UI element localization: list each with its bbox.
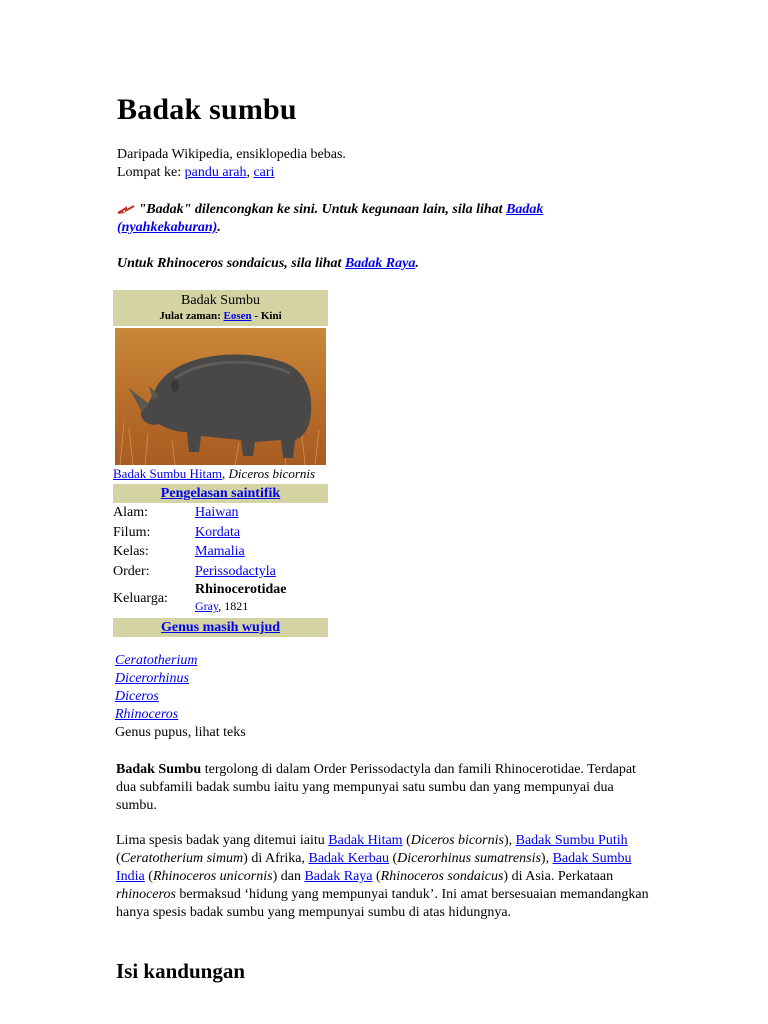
taxon-value-link[interactable]: Perissodactyla [195,563,276,579]
species-name: Ceratotherium simum [120,851,244,866]
page-meta [117,146,346,182]
classification-header [113,484,328,503]
badak-sumbu-india-link[interactable]: Badak Sumbu India [116,851,632,884]
hatnote-text: "Badak" dilencongkan ke sini. Untuk kegunaan lain, sila lihat [138,202,503,217]
contents-heading: Isi kandungan [116,959,246,983]
disambiguation-hatnote [117,201,637,237]
taxon-row-family [113,581,328,616]
intro-paragraph [116,761,656,815]
badak-disambiguation-link[interactable]: Badak (nyahkekaburan) [117,202,544,235]
species-name: Dicerorhinus sumatrensis [397,851,541,866]
gray-author-link[interactable]: Gray [195,599,219,614]
page-title: Badak sumbu [117,93,297,126]
photo-caption [113,466,328,482]
jump-separator: , [246,165,250,180]
hatnote-end: . [217,220,221,235]
genera-link[interactable]: Genus masih wujud [160,620,281,636]
text-run: bermaksud ‘hidung yang mempunyai tanduk’. Ini amat bersesuaian memandangkan hanya spesis badak sumbu yang mempunyai sumbu di atas hidungnya. [116,887,649,920]
eosen-link[interactable]: Eosen [223,310,252,322]
text-run: dan [277,869,305,884]
taxon-value-link[interactable]: Haiwan [195,505,239,520]
rhinoceros-photo [115,328,326,465]
badak-sumbu-putih-link[interactable]: Badak Sumbu Putih [515,833,628,848]
genus-link[interactable]: Ceratotherium [115,653,198,668]
genus-list [115,652,246,742]
intro-bold: Badak Sumbu [116,762,202,777]
taxon-value-link[interactable]: Kordata [195,524,241,540]
author-year: , 1821 [218,599,249,614]
species-name: Diceros bicornis [410,833,504,848]
taxon-key: Order: [113,563,150,579]
jump-nav-link[interactable]: pandu arah [184,165,247,180]
caption-sep: , [222,466,226,481]
badak-sumbu-hitam-link[interactable]: Badak Sumbu Hitam [113,466,223,481]
taxon-key: Filum: [113,524,151,540]
rhinoceros-word: rhinoceros [116,887,176,902]
classification-link[interactable]: Pengelasan saintifik [160,486,281,501]
taxon-key: Alam: [113,505,148,520]
taxobox [113,290,328,637]
taxon-row-class [113,542,328,562]
family-name: Rhinocerotidae [195,582,287,598]
jump-line [117,164,346,182]
from-line: Daripada Wikipedia, ensiklopedia bebas. [117,147,346,162]
fossil-range [113,309,328,323]
caption-species: Diceros bicornis [228,466,316,481]
text-run: di Afrika, [247,851,309,866]
taxon-key: Keluarga: [113,590,168,606]
range-label: Julat zaman: [159,310,221,322]
badak-raya-link[interactable]: Badak Raya [344,256,416,271]
genus-link[interactable]: Dicerorhinus [115,671,189,686]
text-run: Lima spesis badak yang ditemui iaitu [116,833,329,848]
taxon-row-order [113,562,328,582]
taxon-row-kingdom [113,503,328,523]
hatnote-end: . [415,256,419,271]
sondaicus-hatnote [117,255,637,273]
jump-search-link[interactable]: cari [253,165,275,180]
text-run: di Asia. Perkataan [508,869,614,884]
genus-link[interactable]: Diceros [115,689,159,704]
range-to: - Kini [254,310,282,322]
badak-hitam-link[interactable]: Badak Hitam [328,833,403,848]
species-name: Rhinoceros sondaicus [380,869,504,884]
badak-kerbau-link[interactable]: Badak Kerbau [308,851,389,866]
badak-raya-link[interactable]: Badak Raya [304,869,373,884]
intro-text: tergolong di dalam Order Perissodactyla dan famili Rhinocerotidae. Terdapat dua subfamili badak sumbu iaitu yang mempunyai satu sumbu dan yang mempunyai dua sumbu. [116,762,636,813]
genera-header [113,618,328,637]
genus-link[interactable]: Rhinoceros [115,707,179,722]
redirect-arrow-icon [117,205,135,215]
taxon-key: Kelas: [113,544,149,560]
species-paragraph: Lima spesis badak yang ditemui iaitu Badak Hitam (Diceros bicornis), Badak Sumbu Putih (Ceratotherium simum) di Afrika, Badak Kerbau (Dicerorhinus sumatrensis), Badak Sumbu India (Rhinoceros unicornis) dan Badak Raya (Rhinoceros sondaicus) di Asia. Perkataan rhinoceros bermaksud ‘hidung yang mempunyai tanduk’. Ini amat bersesuaian memandangkan hanya spesis badak sumbu yang mempunyai sumbu di atas hidungnya. [116,833,649,920]
hatnote-text: Untuk Rhinoceros sondaicus, sila lihat [117,256,342,271]
species-name: Rhinoceros unicornis [152,869,273,884]
taxobox-name: Badak Sumbu [181,293,260,308]
genus-note: Genus pupus, lihat teks [115,725,246,740]
taxon-value-link[interactable]: Mamalia [195,544,245,560]
jump-label: Lompat ke: [117,165,182,180]
taxobox-header [113,290,328,326]
taxon-row-phylum [113,523,328,543]
